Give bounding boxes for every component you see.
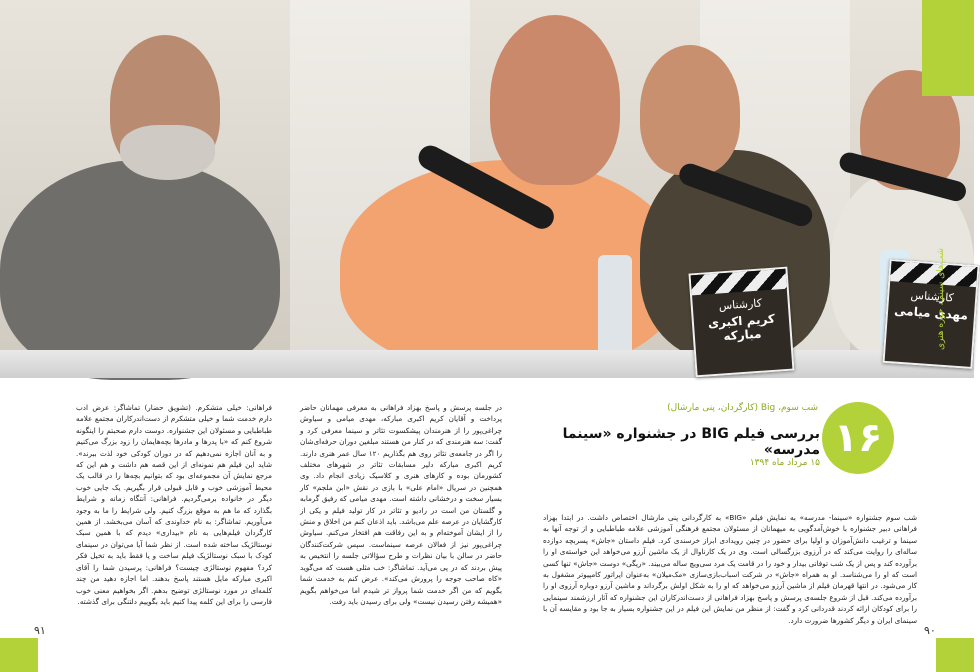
green-footer-block bbox=[936, 638, 974, 672]
body-column-left bbox=[76, 402, 272, 624]
person-third-head bbox=[640, 45, 740, 175]
person-left-beard bbox=[120, 125, 215, 180]
article-headline: بررسی فیلم BIG در جشنواره «سینما مدرسه» bbox=[562, 426, 820, 458]
sign-name: مهدی میامی bbox=[893, 303, 969, 323]
body-column-right bbox=[543, 512, 918, 625]
body-paragraph: فراهانی: خیلی متشکرم. (تشویق حضار) تماشاگر: عرض ادب دارم خدمت شما و خیلی متشکرم از دست‌اندرکاران مجتمع علامه طباطبایی و مسئولان این جشنواره. دوست دارم صحبتم را اینگونه شروع کنم که «با پدرها و مادرها بچه‌هایمان را زود بزرگ می‌کنیم و به آنان اجازه نمی‌دهیم که در دوران کودکی خود لذت ببرند». شاید این فیلم هم نمونه‌ای از این قصه هم داشت و هم این که مرجع نمایش آن مجموعه‌ای بود که بتوانیم بچه‌ها را در قالب یک محیط آموزشی خوب و قابل قبولی قرار بگیریم. یک جایی خوب دیگر در خانواده برمی‌گردیم. فراهانی: آنتگاه زمانه و شرایط بگذارد که ما هم به موقع بزرگ کنیم. ولی شرایط را ما به وجود می‌آوریم. تماشاگر: به نام خداوندی که آسان می‌بخشد. از همین کارگردان فیلم‌هایی به نام «بیداری» دیدم که با همین سبک نوستالژیک ساخته شده است. از نظر شما آیا می‌توان در سینمای کودک با سبک نوستالژیک فیلم ساخت و یا فقط باید به تخیل فکر کرد؟ مفهوم نوستالژی چیست؟ فراهانی: پرسیدن شما را آقای اکبری مبارکه مایل هستند پاسخ بدهند. اما اجازه دهید من چند کلمه‌ای در مورد نوستالژی توضیح بدهم. اگر بخواهیم معنی خوب فارسی را برای این کلمه پیدا کنیم باید بگوییم دلتنگی برای گذشته. bbox=[76, 403, 272, 606]
article-date: ۱۵ مرداد ماه ۱۳۹۴ bbox=[749, 458, 820, 468]
sign-name: کریم اکبری مبارکه bbox=[707, 311, 776, 344]
sign-role: کارشناس bbox=[910, 288, 955, 305]
water-bottle bbox=[598, 255, 632, 355]
name-sign-left bbox=[688, 267, 794, 378]
page-number-left: ۹۱ bbox=[34, 624, 46, 637]
green-footer-block bbox=[0, 638, 38, 672]
article-number-badge: ۱۶ bbox=[822, 402, 894, 474]
page-number-right: ۹۰ bbox=[924, 624, 936, 637]
body-paragraph: در جلسه پرسش و پاسخ بهزاد فراهانی به معرفی مهمانان حاضر پرداخت و آقایان کریم اکبری مبارکه، مهدی میامی و سیاوش چراغی‌پور را از هنرمندان پیشکسوت تئاتر و سینما معرفی کرد و گفت: سه هنرمندی که در کنار من هستند مبلغین دوران حرفه‌ای‌شان را اگر در جامعه‌ی تئاتر روی هم بگذاریم ۱۲۰ سال عمر هنری دارند. کریم اکبری مبارکه دلیر مسابقات تئاتر در شهرهای مختلف کشورمان بوده و کارهای هنری و کلاسیک زیادی انجام داد. وی همچنین در سریال «امام علی» با بازی در نقش «ابن ملجم» کار بسیار سخت و درخشانی داشته است. مهدی میامی که رفیق گرمابه و گلستان من است در رادیو و تئاتر در کار تولید فیلم و یکی از کارگشایان در عرصه علم می‌باشد. باید اذعان کنم من اخلاق و منش را از ایشان آموخته‌ام و به این رفاقت هم افتخار می‌کنم. سیاوش چراغی‌پور نیز از فعالان عرصه سینماست. سپس شرکت‌کنندگان حاضر در سالن با بیان نظرات و طرح سؤالاتی جلسه را انتخیص به پیش بردند که در پی می‌آید. تماشاگر: خب مثلی هست که می‌گوید «کاه صاحب جوجه را پرورش می‌کند». عرض کنم به خدمت شما بگویم که من اگر خدمت شما پرواز تر شیدم اما می‌خواهم بگویم «همیشه رفتن رسیدن نیست» ولی برای رسیدن باید رفت. bbox=[300, 403, 502, 606]
article-kicker: شب سوم، Big (کارگردان، پنی مارشال) bbox=[667, 403, 818, 413]
person-center-head bbox=[490, 15, 620, 185]
clapper-icon bbox=[890, 261, 977, 287]
body-paragraph: شب سوم جشنواره «سینما- مدرسه» به نمایش فیلم «BIG» به کارگردانی پنی مارشال اختصاص داشت. در ابتدا بهزاد فراهانی دبیر جشنواره با خوش‌آمدگویی به میهمانان از مسئولان مجتمع فرهنگی آموزشی علامه طباطبایی و از توجه آنها به سینما و ترغیب دانش‌آموزان و اولیا برای حضور در چنین رویدادی ابراز خرسندی کرد. فیلم داستان «جاش» پسربچه دوازده ساله‌ای را روایت می‌کند که در آرزوی بزرگسالی است. وی در یک کارناوال از یک ماشین آرزو می‌خواهد این خواسته‌ی او را برآورده کند و پس از یک شب توفانی بیدار و خود را در قامت یک مرد سی‌ویچ ساله می‌بیند. «ریگی» دوست «جاش» تنها کسی است که او را می‌شناسد. او به همراه «جاش» در شرکت اسباب‌بازی‌سازی «مک‌میلان» به‌عنوان اپراتور کامپیوتر مشغول به کار می‌شود. در انتها قهرمان فیلم از ماشین آرزو می‌خواهد که او را به شکل اولش برگرداند و ماشین آرزو دوباره آرزوی او را برآورده می‌کند. قبل از شروع جلسه‌ی پرسش و پاسخ بهزاد فراهانی از دست‌اندرکاران این جشنواره که آثار ارزشمند سینمایی را برای کودکان ارائه کردند قدردانی کرد و گفت: از منظر من نمایش این فیلم در این جشنواره بسیار به جا بود و مقایسه آن با سینمای ایران و دیگر کشورها ضرورت دارد. bbox=[543, 513, 918, 625]
sign-role: کارشناس bbox=[718, 296, 763, 313]
name-sign-right bbox=[882, 259, 979, 369]
vertical-section-label: شب‌های سینما، حوزه هنری bbox=[936, 247, 946, 350]
green-corner-tab bbox=[922, 0, 974, 96]
body-column-middle bbox=[300, 402, 502, 624]
table bbox=[0, 350, 974, 378]
person-left-suit bbox=[0, 160, 280, 380]
clapper-icon bbox=[691, 269, 787, 296]
